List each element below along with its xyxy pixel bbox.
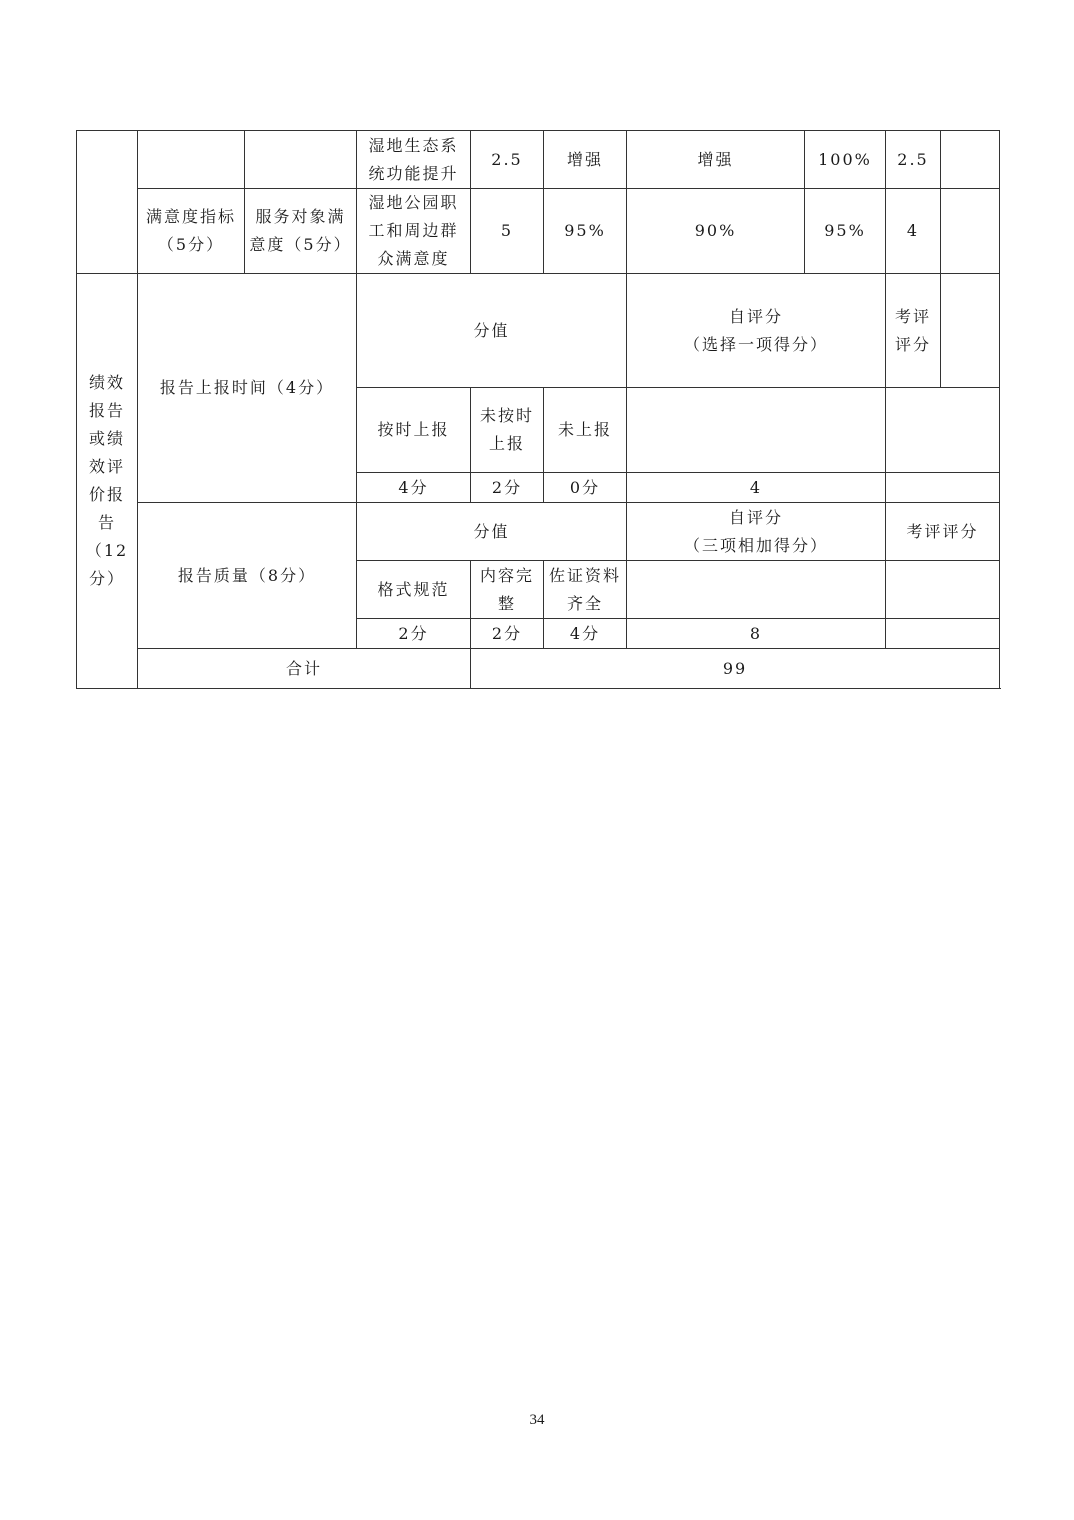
weight-cell: 2.5	[471, 131, 544, 189]
quality-option: 佐证资料齐全	[544, 561, 627, 619]
actual-cell: 增强	[627, 131, 805, 189]
page-number: 34	[529, 1412, 545, 1428]
timing-self-header: 自评分 （选择一项得分）	[627, 274, 886, 388]
quality-label: 报告质量（8分）	[138, 503, 357, 649]
weight-cell: 5	[471, 189, 544, 274]
total-value: 99	[471, 649, 1000, 689]
timing-option: 未按时上报	[471, 388, 544, 473]
actual-cell: 90%	[627, 189, 805, 274]
score-cell: 4	[886, 189, 941, 274]
table-row	[77, 274, 1000, 388]
timing-review-extra	[941, 274, 1000, 388]
level3-cell: 服务对象满意度（5分）	[245, 189, 357, 274]
quality-option-score: 2分	[357, 619, 471, 649]
timing-value-header: 分值	[357, 274, 627, 388]
completion-cell: 95%	[805, 189, 886, 274]
timing-label: 报告上报时间（4分）	[138, 274, 357, 503]
performance-table	[76, 130, 1000, 689]
quality-value-header: 分值	[357, 503, 627, 561]
timing-self-blank	[627, 388, 886, 473]
table-row	[77, 189, 1000, 274]
completion-cell: 100%	[805, 131, 886, 189]
report-section-label: 绩效报告或绩效评价报告（12分）	[77, 274, 138, 689]
timing-self-score: 4	[627, 473, 886, 503]
quality-option-score: 4分	[544, 619, 627, 649]
table-row	[77, 503, 1000, 561]
quality-self-score: 8	[627, 619, 886, 649]
timing-option: 按时上报	[357, 388, 471, 473]
quality-self-header: 自评分 （三项相加得分）	[627, 503, 886, 561]
timing-review-header: 考评评分	[886, 274, 941, 388]
remark-cell	[941, 189, 1000, 274]
quality-self-blank	[627, 561, 886, 619]
timing-option-score: 2分	[471, 473, 544, 503]
indicator-cell: 湿地公园职工和周边群众满意度	[357, 189, 471, 274]
target-cell: 增强	[544, 131, 627, 189]
remark-cell	[941, 131, 1000, 189]
timing-option-score: 0分	[544, 473, 627, 503]
table-row	[77, 649, 1000, 689]
timing-review-blank	[886, 388, 1000, 473]
quality-option: 格式规范	[357, 561, 471, 619]
level1-cell	[77, 131, 138, 274]
quality-option: 内容完整	[471, 561, 544, 619]
level3-cell	[245, 131, 357, 189]
quality-review-header: 考评评分	[886, 503, 1000, 561]
level2-cell	[138, 131, 245, 189]
target-cell: 95%	[544, 189, 627, 274]
quality-review-blank	[886, 561, 1000, 619]
timing-option: 未上报	[544, 388, 627, 473]
quality-review-score	[886, 619, 1000, 649]
table-row	[77, 131, 1000, 189]
total-label: 合计	[138, 649, 471, 689]
score-cell: 2.5	[886, 131, 941, 189]
quality-option-score: 2分	[471, 619, 544, 649]
indicator-cell: 湿地生态系统功能提升	[357, 131, 471, 189]
level2-cell: 满意度指标（5分）	[138, 189, 245, 274]
timing-review-score	[886, 473, 1000, 503]
timing-option-score: 4分	[357, 473, 471, 503]
